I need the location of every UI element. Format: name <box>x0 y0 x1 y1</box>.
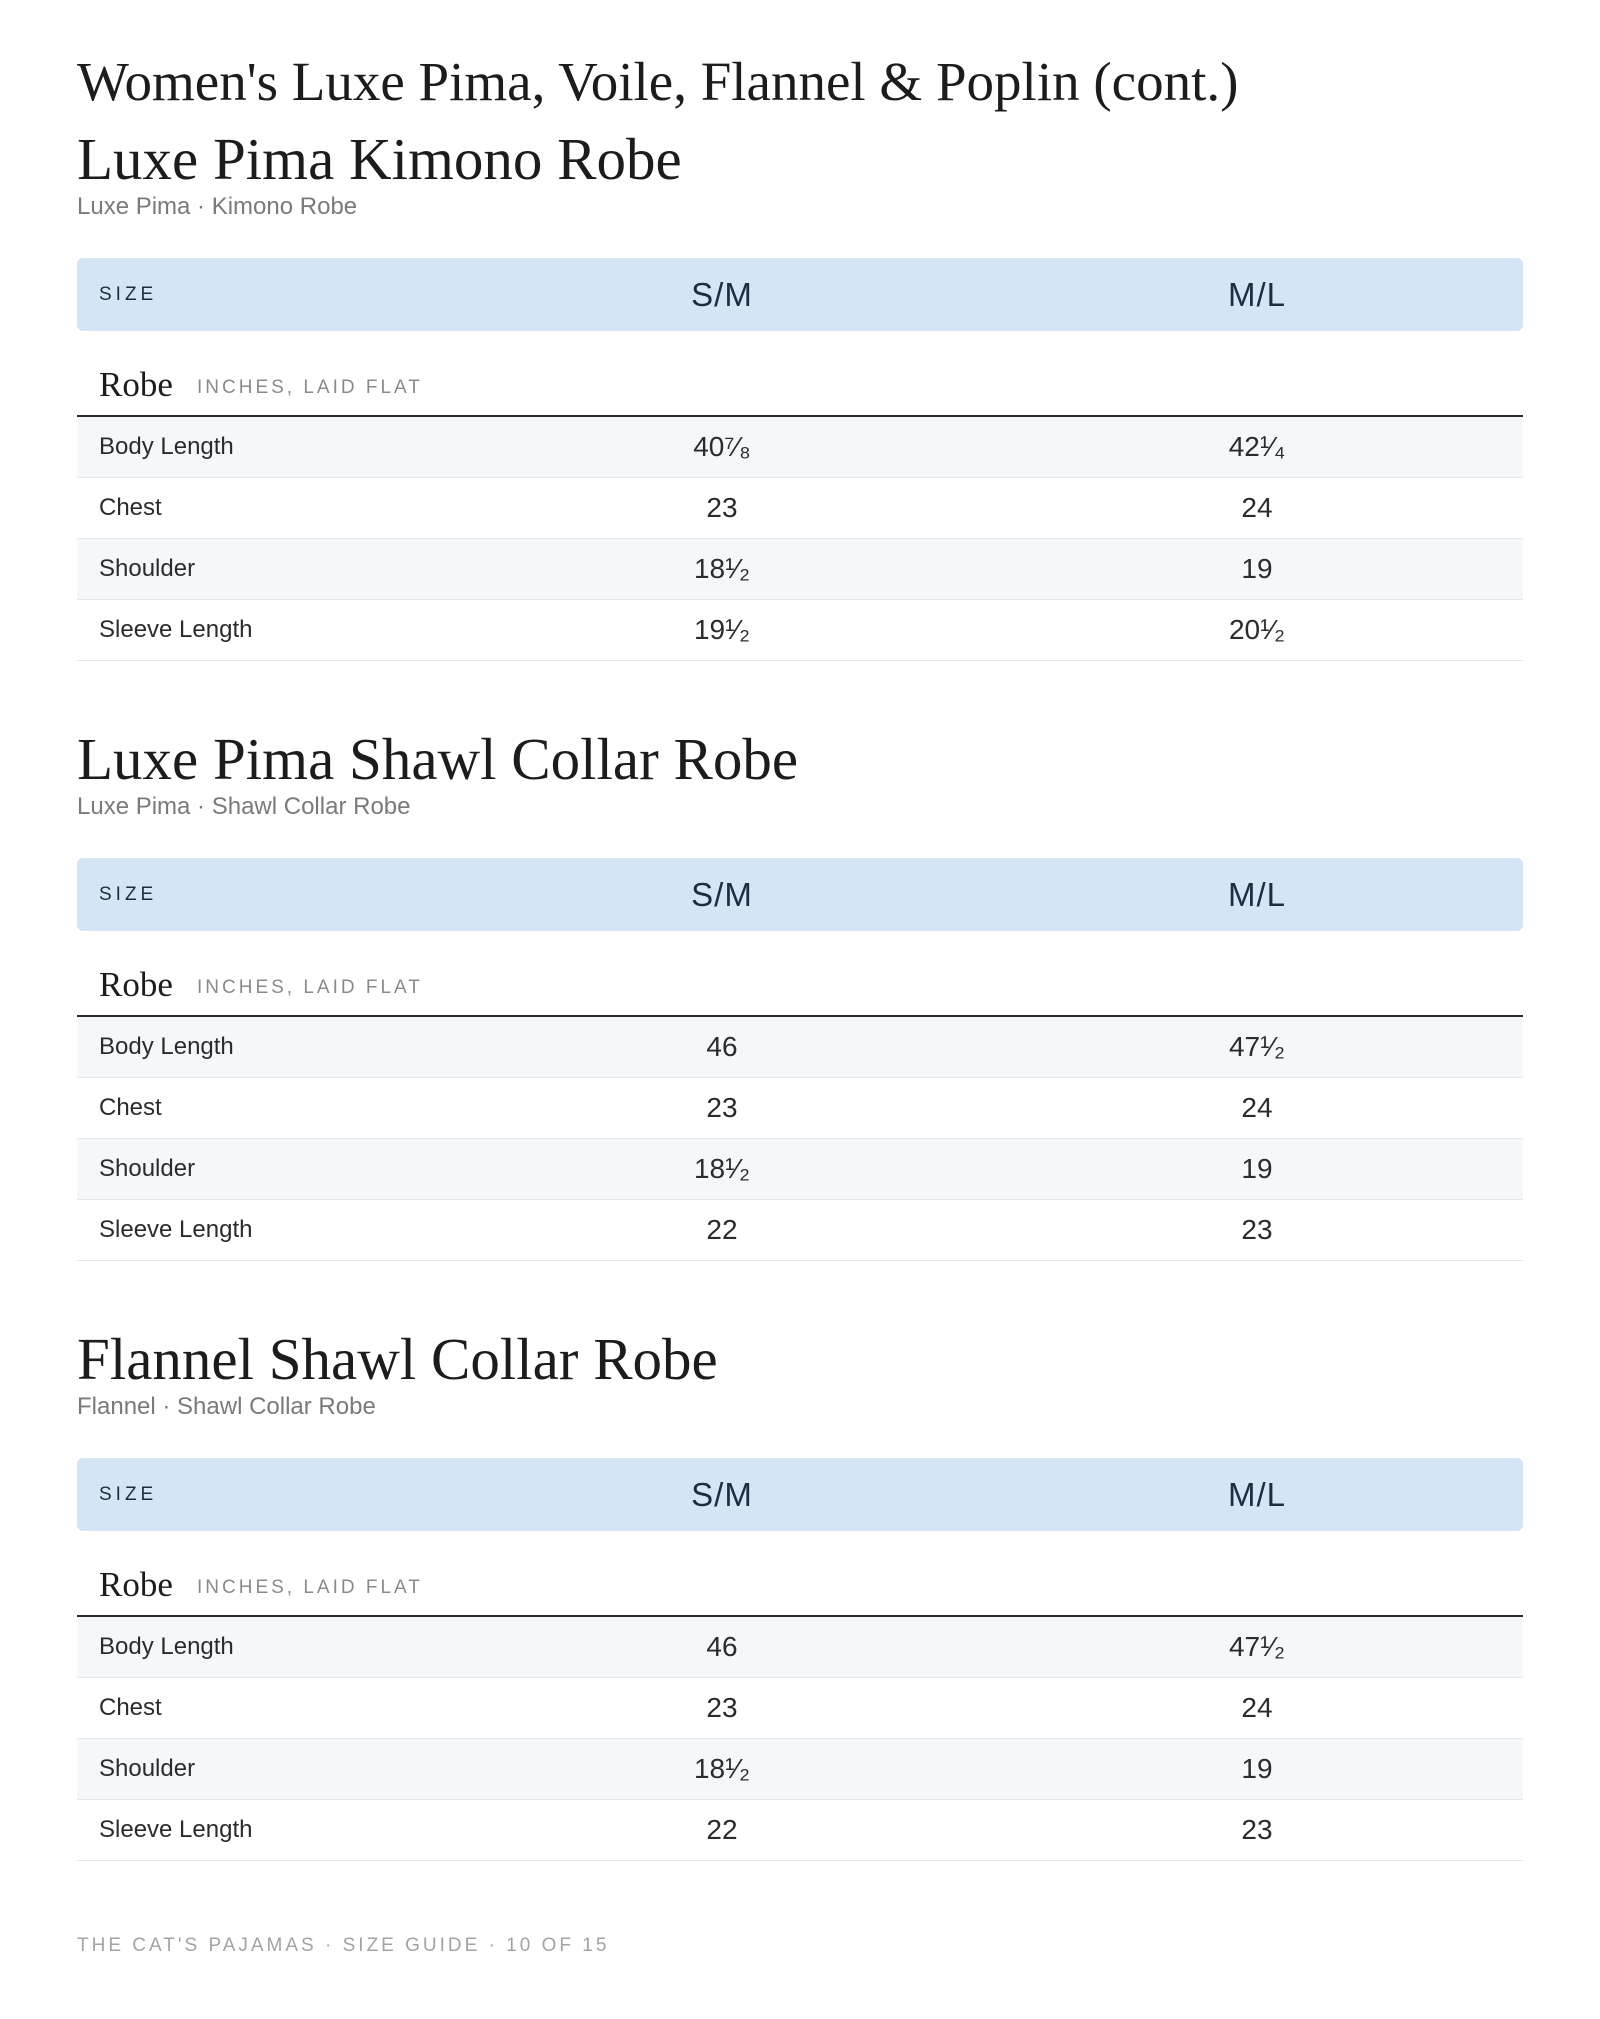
table-row <box>77 1200 1523 1261</box>
size-header-row <box>77 1458 1523 1531</box>
size-header-row <box>77 858 1523 931</box>
product-title: Luxe Pima Shawl Collar Robe <box>77 726 799 792</box>
group-unit: INCHES, LAID FLAT <box>197 1577 423 1598</box>
row-label: Shoulder <box>99 555 196 582</box>
table-row <box>77 1678 1523 1739</box>
cell-value: 18¹⁄₂ <box>693 1153 750 1184</box>
table-row <box>77 1139 1523 1200</box>
row-label: Sleeve Length <box>99 1816 253 1843</box>
row-label: Sleeve Length <box>99 1216 253 1243</box>
table-row <box>77 417 1523 478</box>
size-header-label: SIZE <box>99 1484 158 1505</box>
cell-value: 40⁷⁄₈ <box>693 431 751 462</box>
cell-value: 24 <box>1241 492 1273 523</box>
cell-value: 23 <box>706 1092 738 1123</box>
section-flannel-shawl-collar-robe <box>77 1326 1523 1861</box>
cell-value: 22 <box>706 1214 738 1245</box>
table-row <box>77 539 1523 600</box>
product-title: Flannel Shawl Collar Robe <box>77 1326 718 1392</box>
table-row <box>77 1617 1523 1678</box>
cell-value: 19 <box>1241 553 1273 584</box>
row-label: Shoulder <box>99 1755 196 1782</box>
section-luxe-pima-kimono-robe <box>77 126 1523 661</box>
cell-value: 47¹⁄₂ <box>1228 1031 1285 1062</box>
cell-value: 22 <box>706 1814 738 1845</box>
table-row <box>77 478 1523 539</box>
cell-value: 19¹⁄₂ <box>693 614 750 645</box>
cell-value: 23 <box>1241 1214 1273 1245</box>
row-label: Chest <box>99 1694 162 1721</box>
row-label: Sleeve Length <box>99 616 253 643</box>
group-unit: INCHES, LAID FLAT <box>197 377 423 398</box>
cell-value: 47¹⁄₂ <box>1228 1631 1285 1662</box>
size-column-ml: M/L <box>1227 876 1286 913</box>
size-header-row <box>77 258 1523 331</box>
size-column-ml: M/L <box>1227 276 1286 313</box>
size-column-sm: S/M <box>691 876 753 913</box>
row-label: Body Length <box>99 433 234 460</box>
group-name: Robe <box>99 965 173 1004</box>
product-subtitle: Luxe Pima · Kimono Robe <box>77 193 358 220</box>
row-label: Chest <box>99 1094 162 1121</box>
cell-value: 23 <box>706 1692 738 1723</box>
cell-value: 18¹⁄₂ <box>693 1753 750 1784</box>
cell-value: 20¹⁄₂ <box>1228 614 1285 645</box>
size-header-label: SIZE <box>99 284 158 305</box>
measurement-group-header <box>77 931 1523 1017</box>
page-footer: THE CAT'S PAJAMAS · SIZE GUIDE · 10 OF 15 <box>77 1935 610 1956</box>
table-row <box>77 600 1523 661</box>
size-column-ml: M/L <box>1227 1476 1286 1513</box>
product-subtitle: Flannel · Shawl Collar Robe <box>77 1393 376 1420</box>
page-title: Women's Luxe Pima, Voile, Flannel & Poplin (cont.) <box>77 51 1239 112</box>
cell-value: 42¹⁄₄ <box>1228 431 1286 462</box>
cell-value: 24 <box>1241 1692 1273 1723</box>
table-row <box>77 1739 1523 1800</box>
cell-value: 18¹⁄₂ <box>693 553 750 584</box>
group-name: Robe <box>99 1565 173 1604</box>
cell-value: 46 <box>706 1031 738 1062</box>
cell-value: 46 <box>706 1631 738 1662</box>
section-luxe-pima-shawl-collar-robe <box>77 726 1523 1261</box>
size-column-sm: S/M <box>691 1476 753 1513</box>
table-row <box>77 1078 1523 1139</box>
size-column-sm: S/M <box>691 276 753 313</box>
product-subtitle: Luxe Pima · Shawl Collar Robe <box>77 793 411 820</box>
cell-value: 23 <box>706 492 738 523</box>
cell-value: 24 <box>1241 1092 1273 1123</box>
measurement-group-header <box>77 331 1523 417</box>
group-name: Robe <box>99 365 173 404</box>
row-label: Chest <box>99 494 162 521</box>
cell-value: 23 <box>1241 1814 1273 1845</box>
group-unit: INCHES, LAID FLAT <box>197 977 423 998</box>
cell-value: 19 <box>1241 1753 1273 1784</box>
table-row <box>77 1017 1523 1078</box>
row-label: Body Length <box>99 1033 234 1060</box>
size-header-label: SIZE <box>99 884 158 905</box>
table-row <box>77 1800 1523 1861</box>
row-label: Shoulder <box>99 1155 196 1182</box>
cell-value: 19 <box>1241 1153 1273 1184</box>
row-label: Body Length <box>99 1633 234 1660</box>
product-title: Luxe Pima Kimono Robe <box>77 126 682 192</box>
measurement-group-header <box>77 1531 1523 1617</box>
